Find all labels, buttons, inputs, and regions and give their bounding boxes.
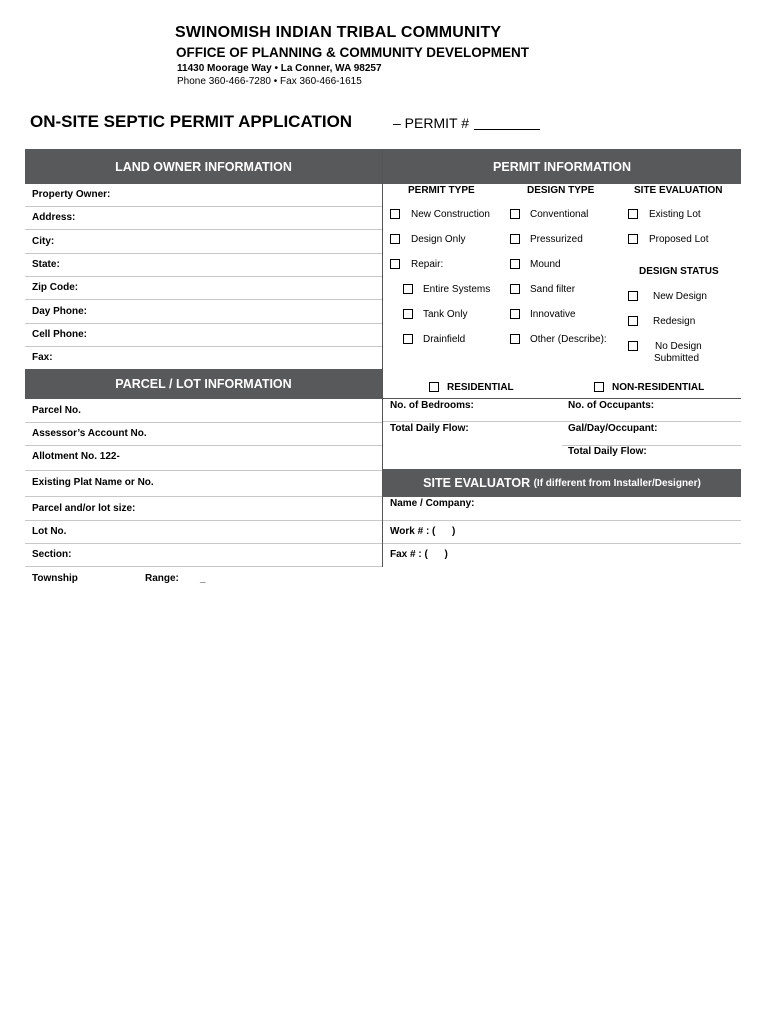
bedrooms-field[interactable] [383,421,741,422]
pressurized-label: Pressurized [530,234,583,245]
pressurized-checkbox[interactable] [510,234,520,244]
residential-checkbox[interactable] [429,382,439,392]
plat-name-field[interactable] [25,496,382,497]
non-residential-checkbox[interactable] [594,382,604,392]
permit-number-field[interactable] [474,129,540,130]
new-construction-label: New Construction [411,209,490,220]
existing-lot-label: Existing Lot [649,209,701,220]
fax-label: Fax: [32,352,53,363]
drainfield-label: Drainfield [423,334,466,345]
section-label: Section: [32,549,72,560]
new-design-checkbox[interactable] [628,291,638,301]
state-label: State: [32,259,60,270]
address-field[interactable] [25,229,382,230]
evaluator-work-field[interactable] [383,543,741,544]
cell-phone-label: Cell Phone: [32,329,88,340]
proposed-lot-checkbox[interactable] [628,234,638,244]
existing-lot-checkbox[interactable] [628,209,638,219]
range-label: Range: [145,573,179,584]
proposed-lot-label: Proposed Lot [649,234,709,245]
mound-checkbox[interactable] [510,259,520,269]
redesign-label: Redesign [653,316,696,327]
parcel-heading: PARCEL / LOT INFORMATION [25,369,382,399]
allotment-no-label: Allotment No. 122- [32,451,120,462]
site-evaluator-note: (If different from Installer/Designer) [533,477,701,489]
repair-label: Repair: [411,259,444,270]
new-construction-checkbox[interactable] [390,209,400,219]
permit-number-label: – PERMIT # [393,115,469,131]
sand-filter-label: Sand filter [530,284,576,295]
bedrooms-label: No. of Bedrooms: [390,400,474,411]
no-design-checkbox[interactable] [628,341,638,351]
permit-info-heading: PERMIT INFORMATION [383,149,741,184]
mound-label: Mound [530,259,561,270]
design-only-checkbox[interactable] [390,234,400,244]
office-address: 11430 Moorage Way • La Conner, WA 98257 [177,63,382,74]
lot-no-field[interactable] [25,543,382,544]
entire-systems-label: Entire Systems [423,284,491,295]
township-label: Township [32,573,78,584]
other-checkbox[interactable] [510,334,520,344]
design-type-header: DESIGN TYPE [527,185,595,196]
sand-filter-checkbox[interactable] [510,284,520,294]
repair-checkbox[interactable] [390,259,400,269]
lot-size-label: Parcel and/or lot size: [32,503,136,514]
tank-only-checkbox[interactable] [403,309,413,319]
no-design-label-line2: Submitted [654,353,700,364]
innovative-checkbox[interactable] [510,309,520,319]
property-owner-label: Property Owner: [32,189,111,200]
day-phone-label: Day Phone: [32,306,88,317]
assessor-account-field[interactable] [25,445,382,446]
evaluator-name-field[interactable] [383,520,741,521]
city-label: City: [32,236,55,247]
evaluator-work-label: Work # : ( ) [390,526,456,537]
address-label: Address: [32,212,76,223]
day-phone-field[interactable] [25,323,382,324]
plat-name-label: Existing Plat Name or No. [32,477,154,488]
conventional-checkbox[interactable] [510,209,520,219]
zip-label: Zip Code: [32,282,79,293]
land-owner-heading: LAND OWNER INFORMATION [25,149,382,184]
permit-type-header: PERMIT TYPE [408,185,475,196]
section-field[interactable] [25,566,382,567]
site-evaluation-header: SITE EVALUATION [634,185,723,196]
form-title: ON-SITE SEPTIC PERMIT APPLICATION [30,112,353,131]
state-field[interactable] [25,276,382,277]
evaluator-name-label: Name / Company: [390,498,475,509]
total-daily-flow-2-label: Total Daily Flow: [568,446,647,457]
conventional-label: Conventional [530,209,589,220]
design-only-label: Design Only [411,234,466,245]
redesign-checkbox[interactable] [628,316,638,326]
zip-field[interactable] [25,299,382,300]
cell-phone-field[interactable] [25,346,382,347]
tank-only-label: Tank Only [423,309,468,320]
parcel-no-field[interactable] [25,422,382,423]
parcel-no-label: Parcel No. [32,405,81,416]
residential-label: RESIDENTIAL [447,382,514,393]
non-residential-label: NON-RESIDENTIAL [612,382,705,393]
entire-systems-checkbox[interactable] [403,284,413,294]
property-owner-field[interactable] [25,206,382,207]
site-evaluator-title: SITE EVALUATOR [423,476,531,490]
range-field[interactable]: _ [200,573,206,584]
design-status-header: DESIGN STATUS [639,266,719,277]
lot-no-label: Lot No. [32,526,67,537]
lot-size-field[interactable] [25,520,382,521]
evaluator-fax-label: Fax # : ( ) [390,549,448,560]
site-evaluator-heading [383,469,741,497]
allotment-no-field[interactable] [25,470,382,471]
innovative-label: Innovative [530,309,576,320]
no-design-label-line1: No Design [655,341,702,352]
total-daily-flow-label: Total Daily Flow: [390,423,469,434]
occupancy-divider [383,398,741,399]
org-name: SWINOMISH INDIAN TRIBAL COMMUNITY [175,24,502,41]
city-field[interactable] [25,253,382,254]
column-divider [382,149,383,567]
assessor-account-label: Assessor’s Account No. [32,428,147,439]
drainfield-checkbox[interactable] [403,334,413,344]
office-name: OFFICE OF PLANNING & COMMUNITY DEVELOPMENT [176,45,530,60]
other-label: Other (Describe): [530,334,607,345]
occupants-label: No. of Occupants: [568,400,655,411]
office-phone: Phone 360-466-7280 • Fax 360-466-1615 [177,76,362,87]
gal-day-occupant-label: Gal/Day/Occupant: [568,423,658,434]
new-design-label: New Design [653,291,707,302]
